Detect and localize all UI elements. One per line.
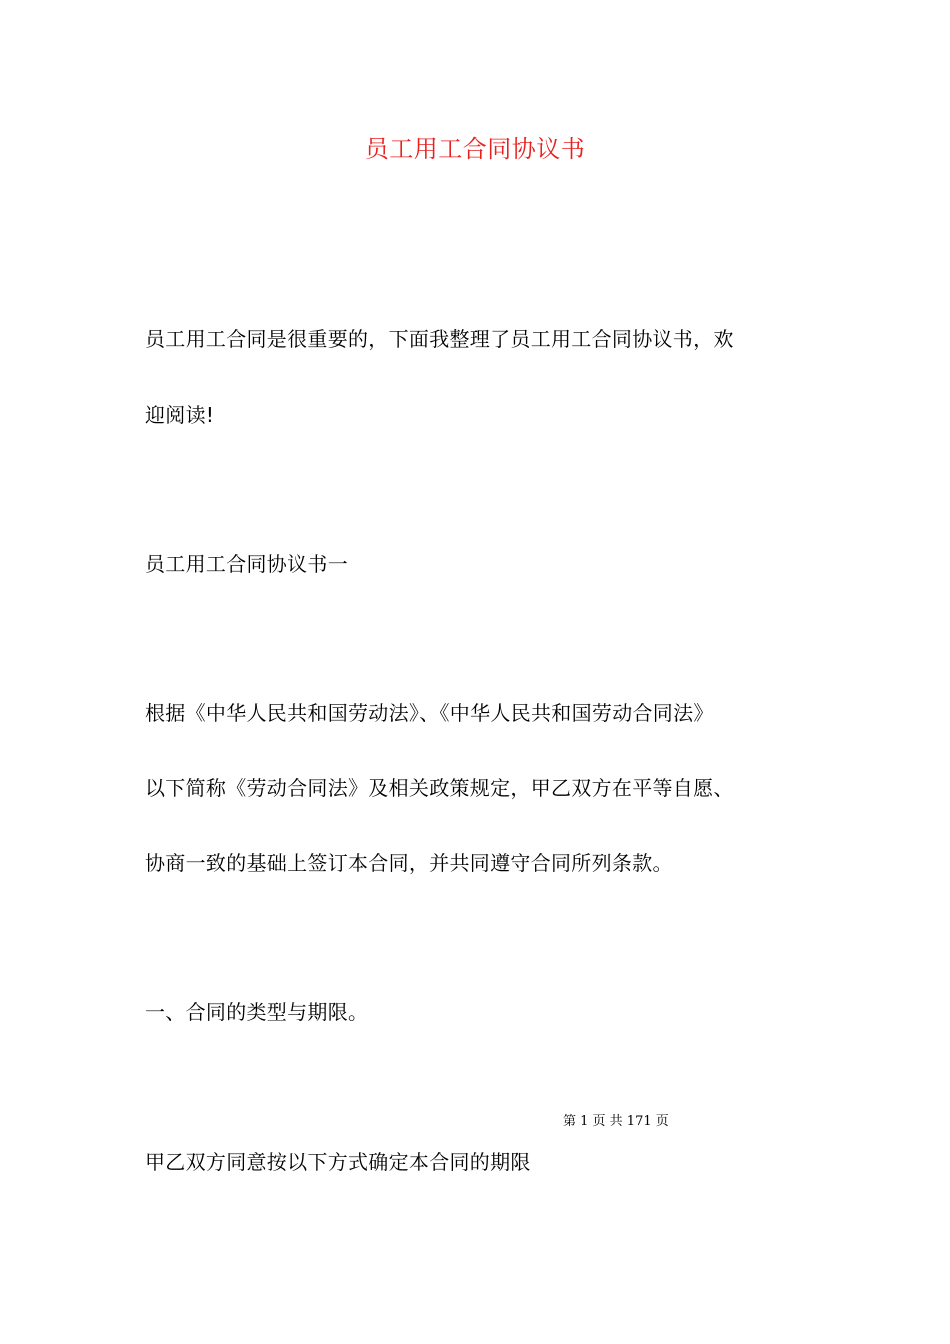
body-line-2: 以下简称《劳动合同法》及相关政策规定，甲乙双方在平等自愿、 xyxy=(145,776,734,800)
body-line-3: 协商一致的基础上签订本合同，并共同遵守合同所列条款。 xyxy=(145,851,673,875)
clause-heading: 一、合同的类型与期限。 xyxy=(145,1000,369,1024)
intro-line-1: 员工用工合同是很重要的，下面我整理了员工用工合同协议书，欢 xyxy=(145,327,734,351)
intro-line-2: 迎阅读! xyxy=(145,403,215,427)
section-heading: 员工用工合同协议书一 xyxy=(145,552,348,576)
body-line-1: 根据《中华人民共和国劳动法》、《中华人民共和国劳动合同法》 xyxy=(145,701,714,725)
page-title: 员工用工合同协议书 xyxy=(364,135,586,163)
clause-line-1: 甲乙双方同意按以下方式确定本合同的期限 xyxy=(145,1150,531,1174)
page-number-footer: 第 1 页 共 171 页 xyxy=(563,1114,669,1129)
